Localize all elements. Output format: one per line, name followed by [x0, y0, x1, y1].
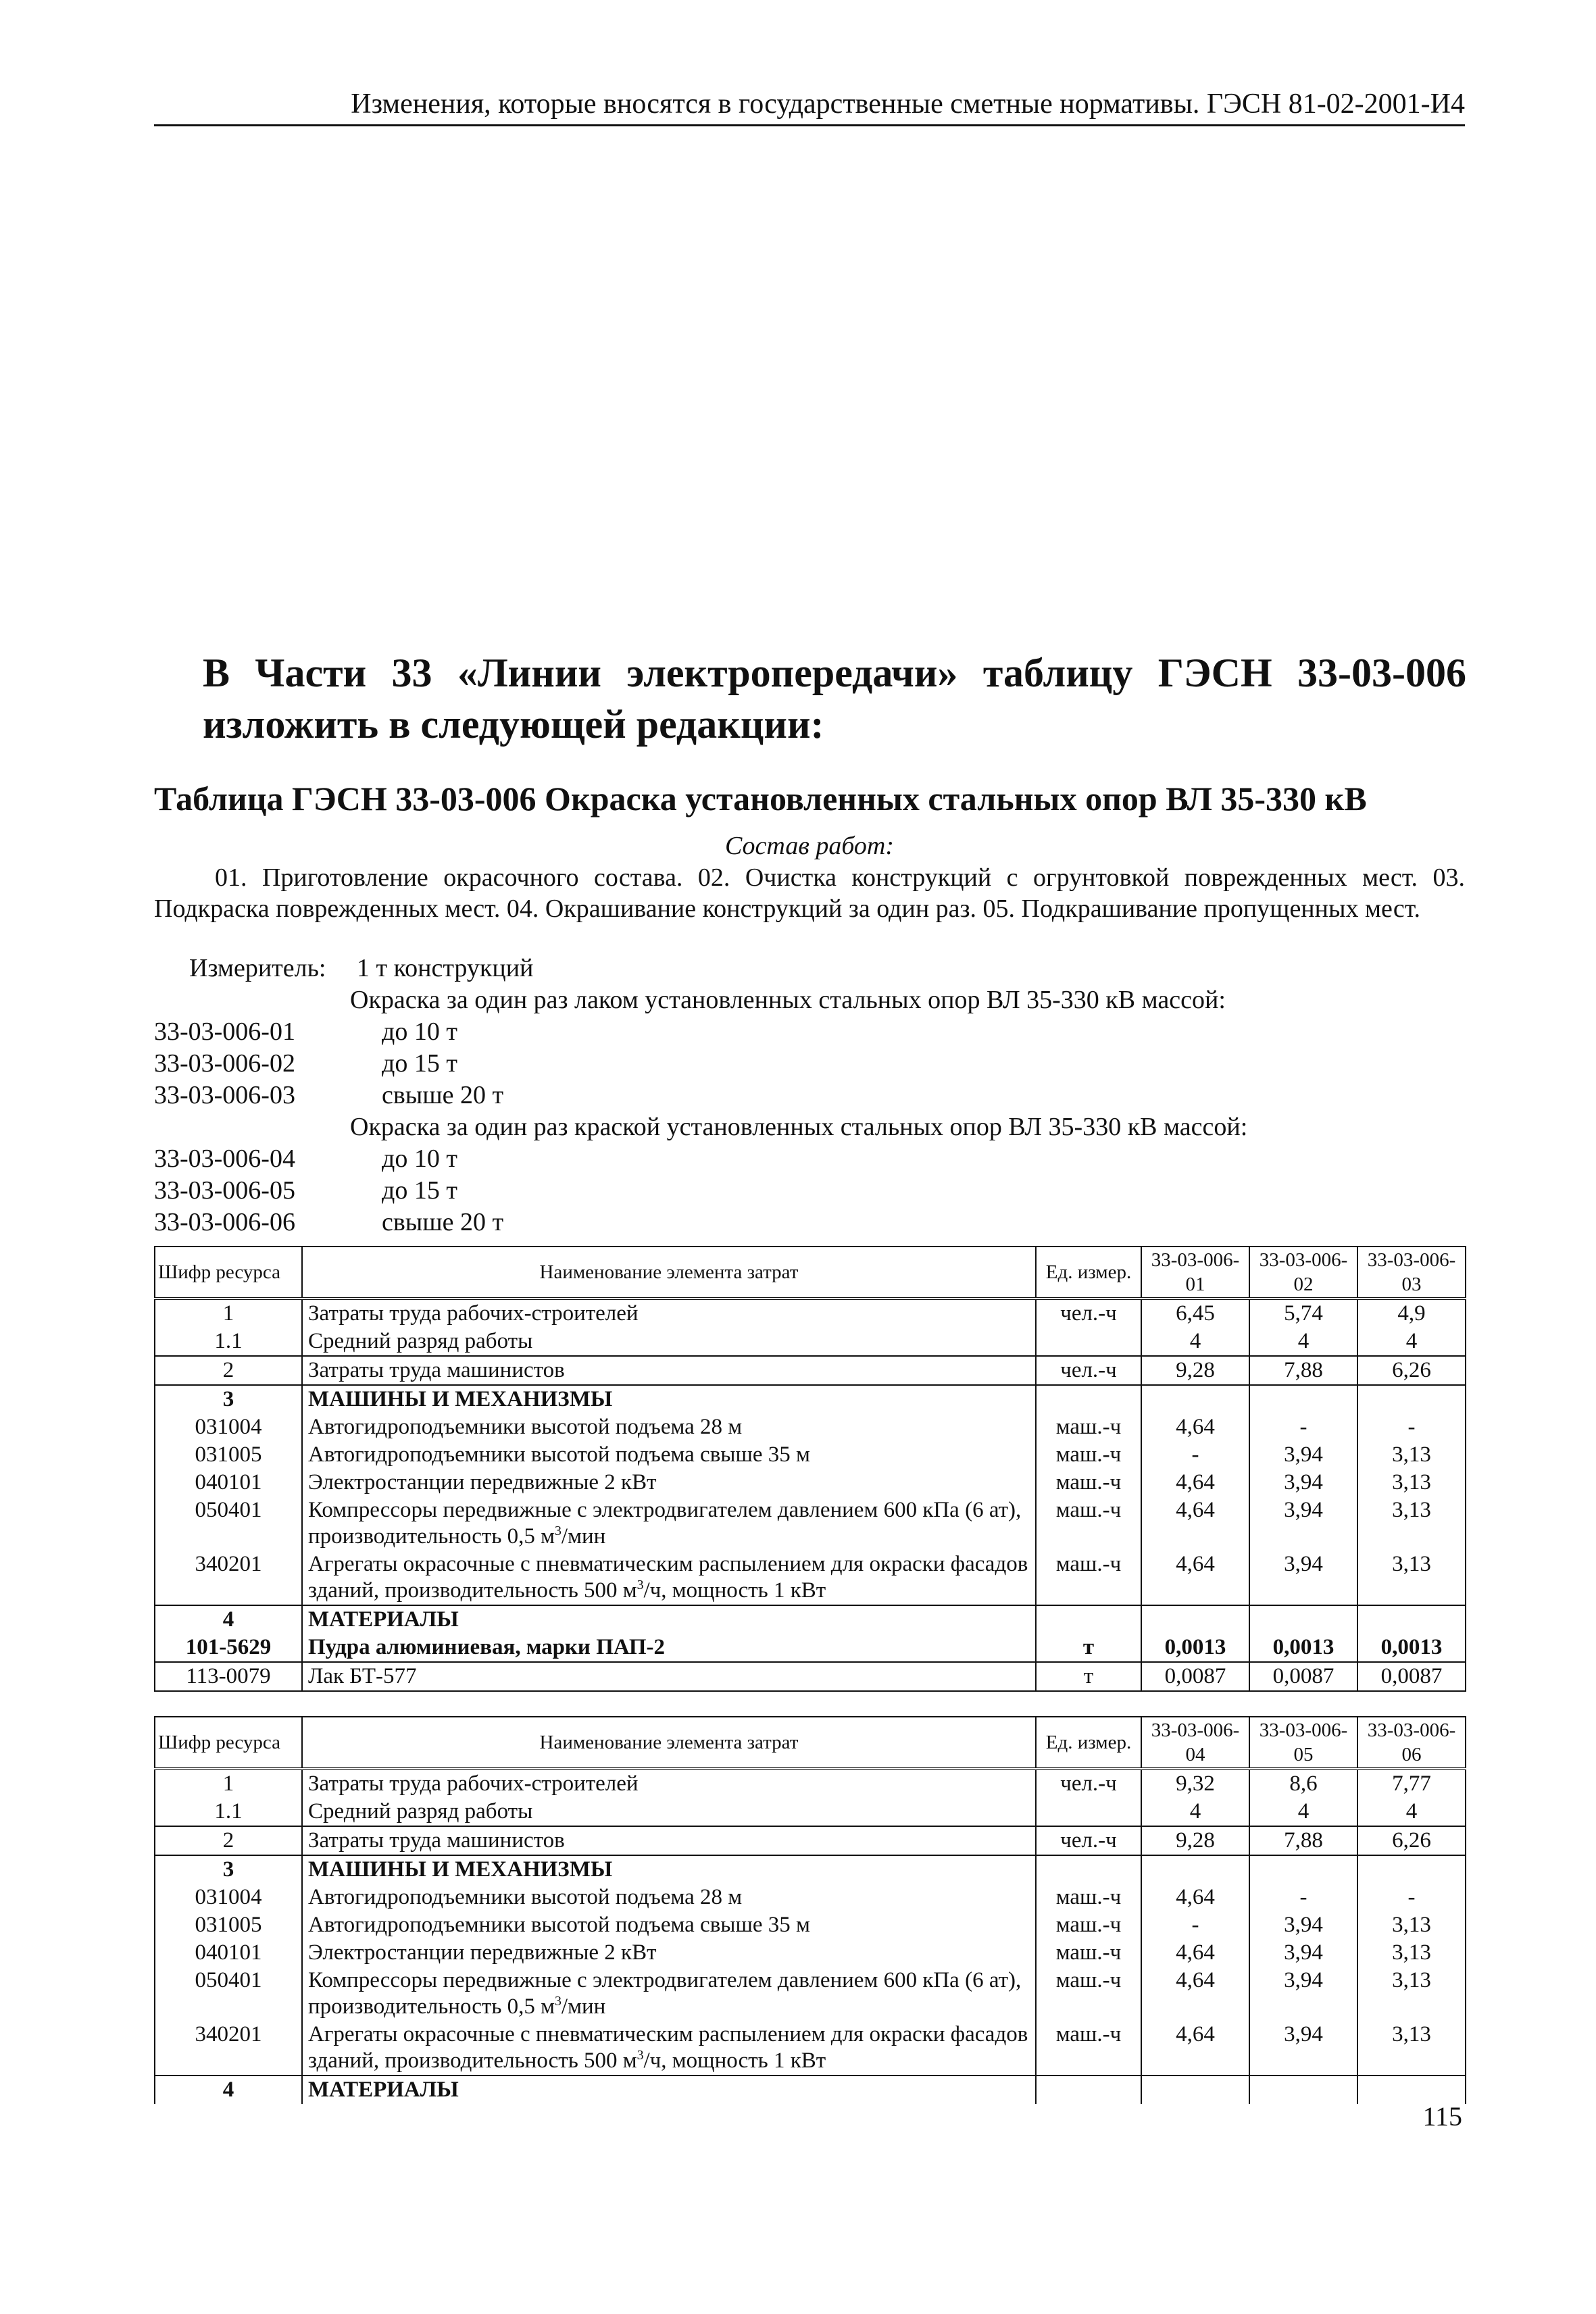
table-header-row: [155, 1247, 1466, 1299]
header-norm-col: 33-03-006-03: [1357, 1247, 1466, 1299]
cell-code: 031004: [155, 1884, 302, 1911]
cell-value: [1357, 1605, 1466, 1634]
cell-value: 4,64: [1141, 1939, 1249, 1967]
cell-name: Затраты труда машинистов: [302, 1356, 1036, 1385]
cell-unit: маш.-ч: [1036, 1551, 1141, 1605]
cell-value: 4: [1141, 1328, 1249, 1356]
cell-name-text: Компрессоры передвижные с электродвигателем давлением 600 кПа (6 ат), производительность 0,5 м: [308, 1968, 1022, 2019]
cell-value: 4,64: [1141, 1413, 1249, 1441]
cell-value: 3,13: [1357, 1939, 1466, 1967]
cell-name-text: Агрегаты окрасочные с пневматическим распылением для окраски фасадов зданий, производительность 500 м: [308, 2022, 1028, 2073]
cell-name: [302, 1496, 1036, 1551]
header-norm-col: 33-03-006-02: [1249, 1247, 1357, 1299]
cell-value: [1357, 1855, 1466, 1884]
cell-name: Автогидроподъемники высотой подъема свыше 35 м: [302, 1441, 1036, 1469]
norm-item: [154, 1048, 1465, 1080]
cell-value: 7,77: [1357, 1769, 1466, 1798]
cell-value: 0,0087: [1141, 1662, 1249, 1691]
cell-value: 3,13: [1357, 1441, 1466, 1469]
table-row: [155, 1769, 1466, 1798]
cell-value: 9,28: [1141, 1826, 1249, 1855]
cell-value: 3,94: [1249, 1496, 1357, 1551]
cell-value: -: [1141, 1441, 1249, 1469]
cell-name: Затраты труда рабочих-строителей: [302, 1769, 1036, 1798]
table-section-row: [155, 1855, 1466, 1884]
cell-name: МАТЕРИАЛЫ: [302, 2076, 1036, 2104]
cell-value: [1141, 1385, 1249, 1413]
cost-table-1: [154, 1246, 1466, 1692]
cell-value: 0,0013: [1141, 1634, 1249, 1662]
cell-unit: [1036, 1855, 1141, 1884]
cell-value: [1357, 1385, 1466, 1413]
table-section-row: [155, 1385, 1466, 1413]
cell-name-text: Компрессоры передвижные с электродвигателем давлением 600 кПа (6 ат), производительность 0,5 м: [308, 1498, 1022, 1549]
cell-value: 3,94: [1249, 1967, 1357, 2021]
cost-table-2: [154, 1716, 1466, 2104]
cell-value: -: [1357, 1413, 1466, 1441]
cell-value: 4,64: [1141, 1469, 1249, 1496]
norm-desc: до 10 т: [382, 1017, 457, 1046]
cell-code: 4: [155, 1605, 302, 1634]
cell-value: 4: [1249, 1798, 1357, 1826]
table-row: [155, 1939, 1466, 1967]
cell-value: 4,64: [1141, 1884, 1249, 1911]
norm-item: [154, 1080, 1465, 1111]
cell-name: МАШИНЫ И МЕХАНИЗМЫ: [302, 1385, 1036, 1413]
meter-label: Измеритель:: [189, 954, 326, 982]
header-unit: Ед. измер.: [1036, 1247, 1141, 1299]
cell-name-text: /ч, мощность 1 кВт: [643, 1578, 826, 1603]
cell-unit: чел.-ч: [1036, 1769, 1141, 1798]
cell-value: 3,13: [1357, 1911, 1466, 1939]
norm-desc: свыше 20 т: [382, 1208, 504, 1236]
cell-name: Пудра алюминиевая, марки ПАП-2: [302, 1634, 1036, 1662]
cell-name: Лак БТ-577: [302, 1662, 1036, 1691]
norm-desc: до 15 т: [382, 1049, 457, 1078]
cell-code: 1.1: [155, 1798, 302, 1826]
header-code: Шифр ресурса: [155, 1247, 302, 1299]
cell-unit: маш.-ч: [1036, 1911, 1141, 1939]
norm-code: 33-03-006-01: [154, 1017, 295, 1046]
page-header: Изменения, которые вносятся в государственные сметные нормативы. ГЭСН 81-02-2001-И4: [154, 86, 1465, 126]
cell-unit: [1036, 1385, 1141, 1413]
norm-desc: до 15 т: [382, 1176, 457, 1205]
header-norm-col: 33-03-006-05: [1249, 1717, 1357, 1769]
cell-value: 3,94: [1249, 2021, 1357, 2076]
norm-desc: свыше 20 т: [382, 1081, 504, 1109]
cell-unit: чел.-ч: [1036, 1299, 1141, 1328]
table-row: [155, 1967, 1466, 2021]
group-heading-varnish: [154, 984, 1465, 1016]
cell-name: Затраты труда рабочих-строителей: [302, 1299, 1036, 1328]
cell-value: 3,94: [1249, 1441, 1357, 1469]
cell-code: 101-5629: [155, 1634, 302, 1662]
cell-value: 3,13: [1357, 1551, 1466, 1605]
cell-value: 3,94: [1249, 1939, 1357, 1967]
norm-code: 33-03-006-03: [154, 1081, 295, 1109]
cell-code: 3: [155, 1385, 302, 1413]
table-section-row: [155, 1605, 1466, 1634]
cell-value: 0,0013: [1249, 1634, 1357, 1662]
cell-name: Затраты труда машинистов: [302, 1826, 1036, 1855]
cell-name: [302, 1551, 1036, 1605]
cell-code: 031005: [155, 1911, 302, 1939]
cell-value: 3,94: [1249, 1551, 1357, 1605]
table-row: [155, 2021, 1466, 2076]
cell-name: [302, 1967, 1036, 2021]
cell-value: 4,9: [1357, 1299, 1466, 1328]
meter-value: 1 т конструкций: [357, 954, 534, 982]
cell-value: 6,45: [1141, 1299, 1249, 1328]
cell-unit: маш.-ч: [1036, 1884, 1141, 1911]
cell-name: Электростанции передвижные 2 кВт: [302, 1469, 1036, 1496]
cell-name-sup: 3: [637, 1578, 644, 1592]
cell-name-sup: 3: [637, 2048, 644, 2063]
norm-code: 33-03-006-05: [154, 1176, 295, 1205]
cell-code: 050401: [155, 1496, 302, 1551]
table-row: [155, 1299, 1466, 1328]
cell-unit: [1036, 1328, 1141, 1356]
cell-unit: [1036, 1605, 1141, 1634]
table-row: [155, 1634, 1466, 1662]
cell-code: 2: [155, 1826, 302, 1855]
cell-name-text: /мин: [561, 1994, 606, 2019]
work-composition-title: Состав работ:: [724, 832, 895, 860]
cell-unit: [1036, 1798, 1141, 1826]
cell-value: [1141, 1855, 1249, 1884]
table-row: [155, 1441, 1466, 1469]
cell-unit: т: [1036, 1662, 1141, 1691]
norm-item: [154, 1016, 1465, 1048]
header-unit: Ед. измер.: [1036, 1717, 1141, 1769]
cell-value: -: [1249, 1884, 1357, 1911]
cell-unit: [1036, 2076, 1141, 2104]
cell-value: 8,6: [1249, 1769, 1357, 1798]
table-row: [155, 1798, 1466, 1826]
cell-code: 031004: [155, 1413, 302, 1441]
norm-code: 33-03-006-04: [154, 1145, 295, 1173]
cell-code: 031005: [155, 1441, 302, 1469]
table-row: [155, 1551, 1466, 1605]
cell-unit: маш.-ч: [1036, 1413, 1141, 1441]
table-row: [155, 1662, 1466, 1691]
cell-name: Автогидроподъемники высотой подъема 28 м: [302, 1884, 1036, 1911]
cell-value: 4,64: [1141, 1967, 1249, 2021]
cell-unit: маш.-ч: [1036, 1469, 1141, 1496]
header-code: Шифр ресурса: [155, 1717, 302, 1769]
cell-value: [1249, 1855, 1357, 1884]
cell-unit: маш.-ч: [1036, 1967, 1141, 2021]
cell-value: -: [1249, 1413, 1357, 1441]
cell-unit: маш.-ч: [1036, 1939, 1141, 1967]
group-heading-paint: [154, 1111, 1465, 1143]
cell-value: 9,28: [1141, 1356, 1249, 1385]
cell-unit: чел.-ч: [1036, 1356, 1141, 1385]
cell-name: [302, 2021, 1036, 2076]
cell-name: Автогидроподъемники высотой подъема 28 м: [302, 1413, 1036, 1441]
cell-code: 4: [155, 2076, 302, 2104]
cell-value: [1141, 1605, 1249, 1634]
cell-code: 113-0079: [155, 1662, 302, 1691]
cell-value: 4: [1357, 1328, 1466, 1356]
cell-code: 1: [155, 1769, 302, 1798]
table-title: Таблица ГЭСН 33-03-006 Окраска установленных стальных опор ВЛ 35-330 кВ: [154, 780, 1367, 818]
norm-code: 33-03-006-02: [154, 1049, 295, 1078]
norm-item: [154, 1143, 1465, 1175]
cell-name: МАТЕРИАЛЫ: [302, 1605, 1036, 1634]
cell-name: Средний разряд работы: [302, 1798, 1036, 1826]
table-row: [155, 1469, 1466, 1496]
section-heading: В Части 33 «Линии электропередачи» таблицу ГЭСН 33-03-006 изложить в следующей редакции:: [203, 651, 1466, 747]
cell-code: 2: [155, 1356, 302, 1385]
cell-name-text: /мин: [561, 1524, 606, 1549]
cell-code: 1.1: [155, 1328, 302, 1356]
cell-value: 6,26: [1357, 1826, 1466, 1855]
cell-value: 4,64: [1141, 1496, 1249, 1551]
cell-value: 7,88: [1249, 1356, 1357, 1385]
cell-value: 4,64: [1141, 2021, 1249, 2076]
table-header-row: [155, 1717, 1466, 1769]
cell-name-text: Агрегаты окрасочные с пневматическим распылением для окраски фасадов зданий, производительность 500 м: [308, 1552, 1028, 1603]
cell-unit: маш.-ч: [1036, 2021, 1141, 2076]
header-norm-col: 33-03-006-01: [1141, 1247, 1249, 1299]
cell-value: 4: [1357, 1798, 1466, 1826]
table-row: [155, 1496, 1466, 1551]
cell-code: 340201: [155, 2021, 302, 2076]
cell-name: Автогидроподъемники высотой подъема свыше 35 м: [302, 1911, 1036, 1939]
cell-unit: маш.-ч: [1036, 1441, 1141, 1469]
cell-name-sup: 3: [555, 1994, 562, 2009]
header-norm-col: 33-03-006-06: [1357, 1717, 1466, 1769]
cell-name-sup: 3: [555, 1524, 562, 1538]
cell-value: 0,0013: [1357, 1634, 1466, 1662]
group-text: Окраска за один раз лаком установленных стальных опор ВЛ 35-330 кВ массой:: [350, 986, 1226, 1014]
cell-unit: т: [1036, 1634, 1141, 1662]
norm-item: [154, 1207, 1465, 1238]
cell-value: 3,13: [1357, 1967, 1466, 2021]
table-row: [155, 1826, 1466, 1855]
table-row: [155, 1356, 1466, 1385]
cell-value: 4,64: [1141, 1551, 1249, 1605]
cell-value: 5,74: [1249, 1299, 1357, 1328]
cell-unit: чел.-ч: [1036, 1826, 1141, 1855]
cell-value: -: [1357, 1884, 1466, 1911]
cell-value: 6,26: [1357, 1356, 1466, 1385]
cell-value: 7,88: [1249, 1826, 1357, 1855]
table-section-row: [155, 2076, 1466, 2104]
cell-value: 3,94: [1249, 1911, 1357, 1939]
table-row: [155, 1328, 1466, 1356]
cell-value: 3,13: [1357, 1469, 1466, 1496]
page-number: 115: [1422, 2101, 1462, 2132]
cell-value: [1249, 1385, 1357, 1413]
cell-unit: маш.-ч: [1036, 1496, 1141, 1551]
cell-value: 0,0087: [1357, 1662, 1466, 1691]
cell-name: Электростанции передвижные 2 кВт: [302, 1939, 1036, 1967]
cell-value: 3,13: [1357, 2021, 1466, 2076]
norm-item: [154, 1175, 1465, 1207]
cell-code: 340201: [155, 1551, 302, 1605]
norm-desc: до 10 т: [382, 1145, 457, 1173]
table-row: [155, 1911, 1466, 1939]
cell-code: 1: [155, 1299, 302, 1328]
table-row: [155, 1413, 1466, 1441]
cell-value: 3,94: [1249, 1469, 1357, 1496]
cell-code: 040101: [155, 1469, 302, 1496]
work-composition-text: 01. Приготовление окрасочного состава. 02. Очистка конструкций с огрунтовкой поврежденных мест. 03. Подкраска поврежденных мест. 04. Окрашивание конструкций за один раз. 05. Подкрашивание пропущенных мест.: [154, 863, 1465, 923]
cell-value: [1141, 2076, 1249, 2104]
meter-block: [154, 953, 1465, 1238]
cell-value: [1249, 2076, 1357, 2104]
cell-value: 3,13: [1357, 1496, 1466, 1551]
cell-code: 050401: [155, 1967, 302, 2021]
cell-name-text: /ч, мощность 1 кВт: [643, 2048, 826, 2073]
cell-value: 9,32: [1141, 1769, 1249, 1798]
header-name: Наименование элемента затрат: [302, 1247, 1036, 1299]
meter-row: [154, 953, 1465, 984]
header-name: Наименование элемента затрат: [302, 1717, 1036, 1769]
norm-code: 33-03-006-06: [154, 1208, 295, 1236]
cell-name: Средний разряд работы: [302, 1328, 1036, 1356]
cell-value: 4: [1249, 1328, 1357, 1356]
header-norm-col: 33-03-006-04: [1141, 1717, 1249, 1769]
cell-value: [1249, 1605, 1357, 1634]
cell-code: 040101: [155, 1939, 302, 1967]
cell-name: МАШИНЫ И МЕХАНИЗМЫ: [302, 1855, 1036, 1884]
cell-value: -: [1141, 1911, 1249, 1939]
cell-value: 0,0087: [1249, 1662, 1357, 1691]
cell-code: 3: [155, 1855, 302, 1884]
cell-value: 4: [1141, 1798, 1249, 1826]
table-row: [155, 1884, 1466, 1911]
group-text: Окраска за один раз краской установленных стальных опор ВЛ 35-330 кВ массой:: [350, 1113, 1248, 1141]
